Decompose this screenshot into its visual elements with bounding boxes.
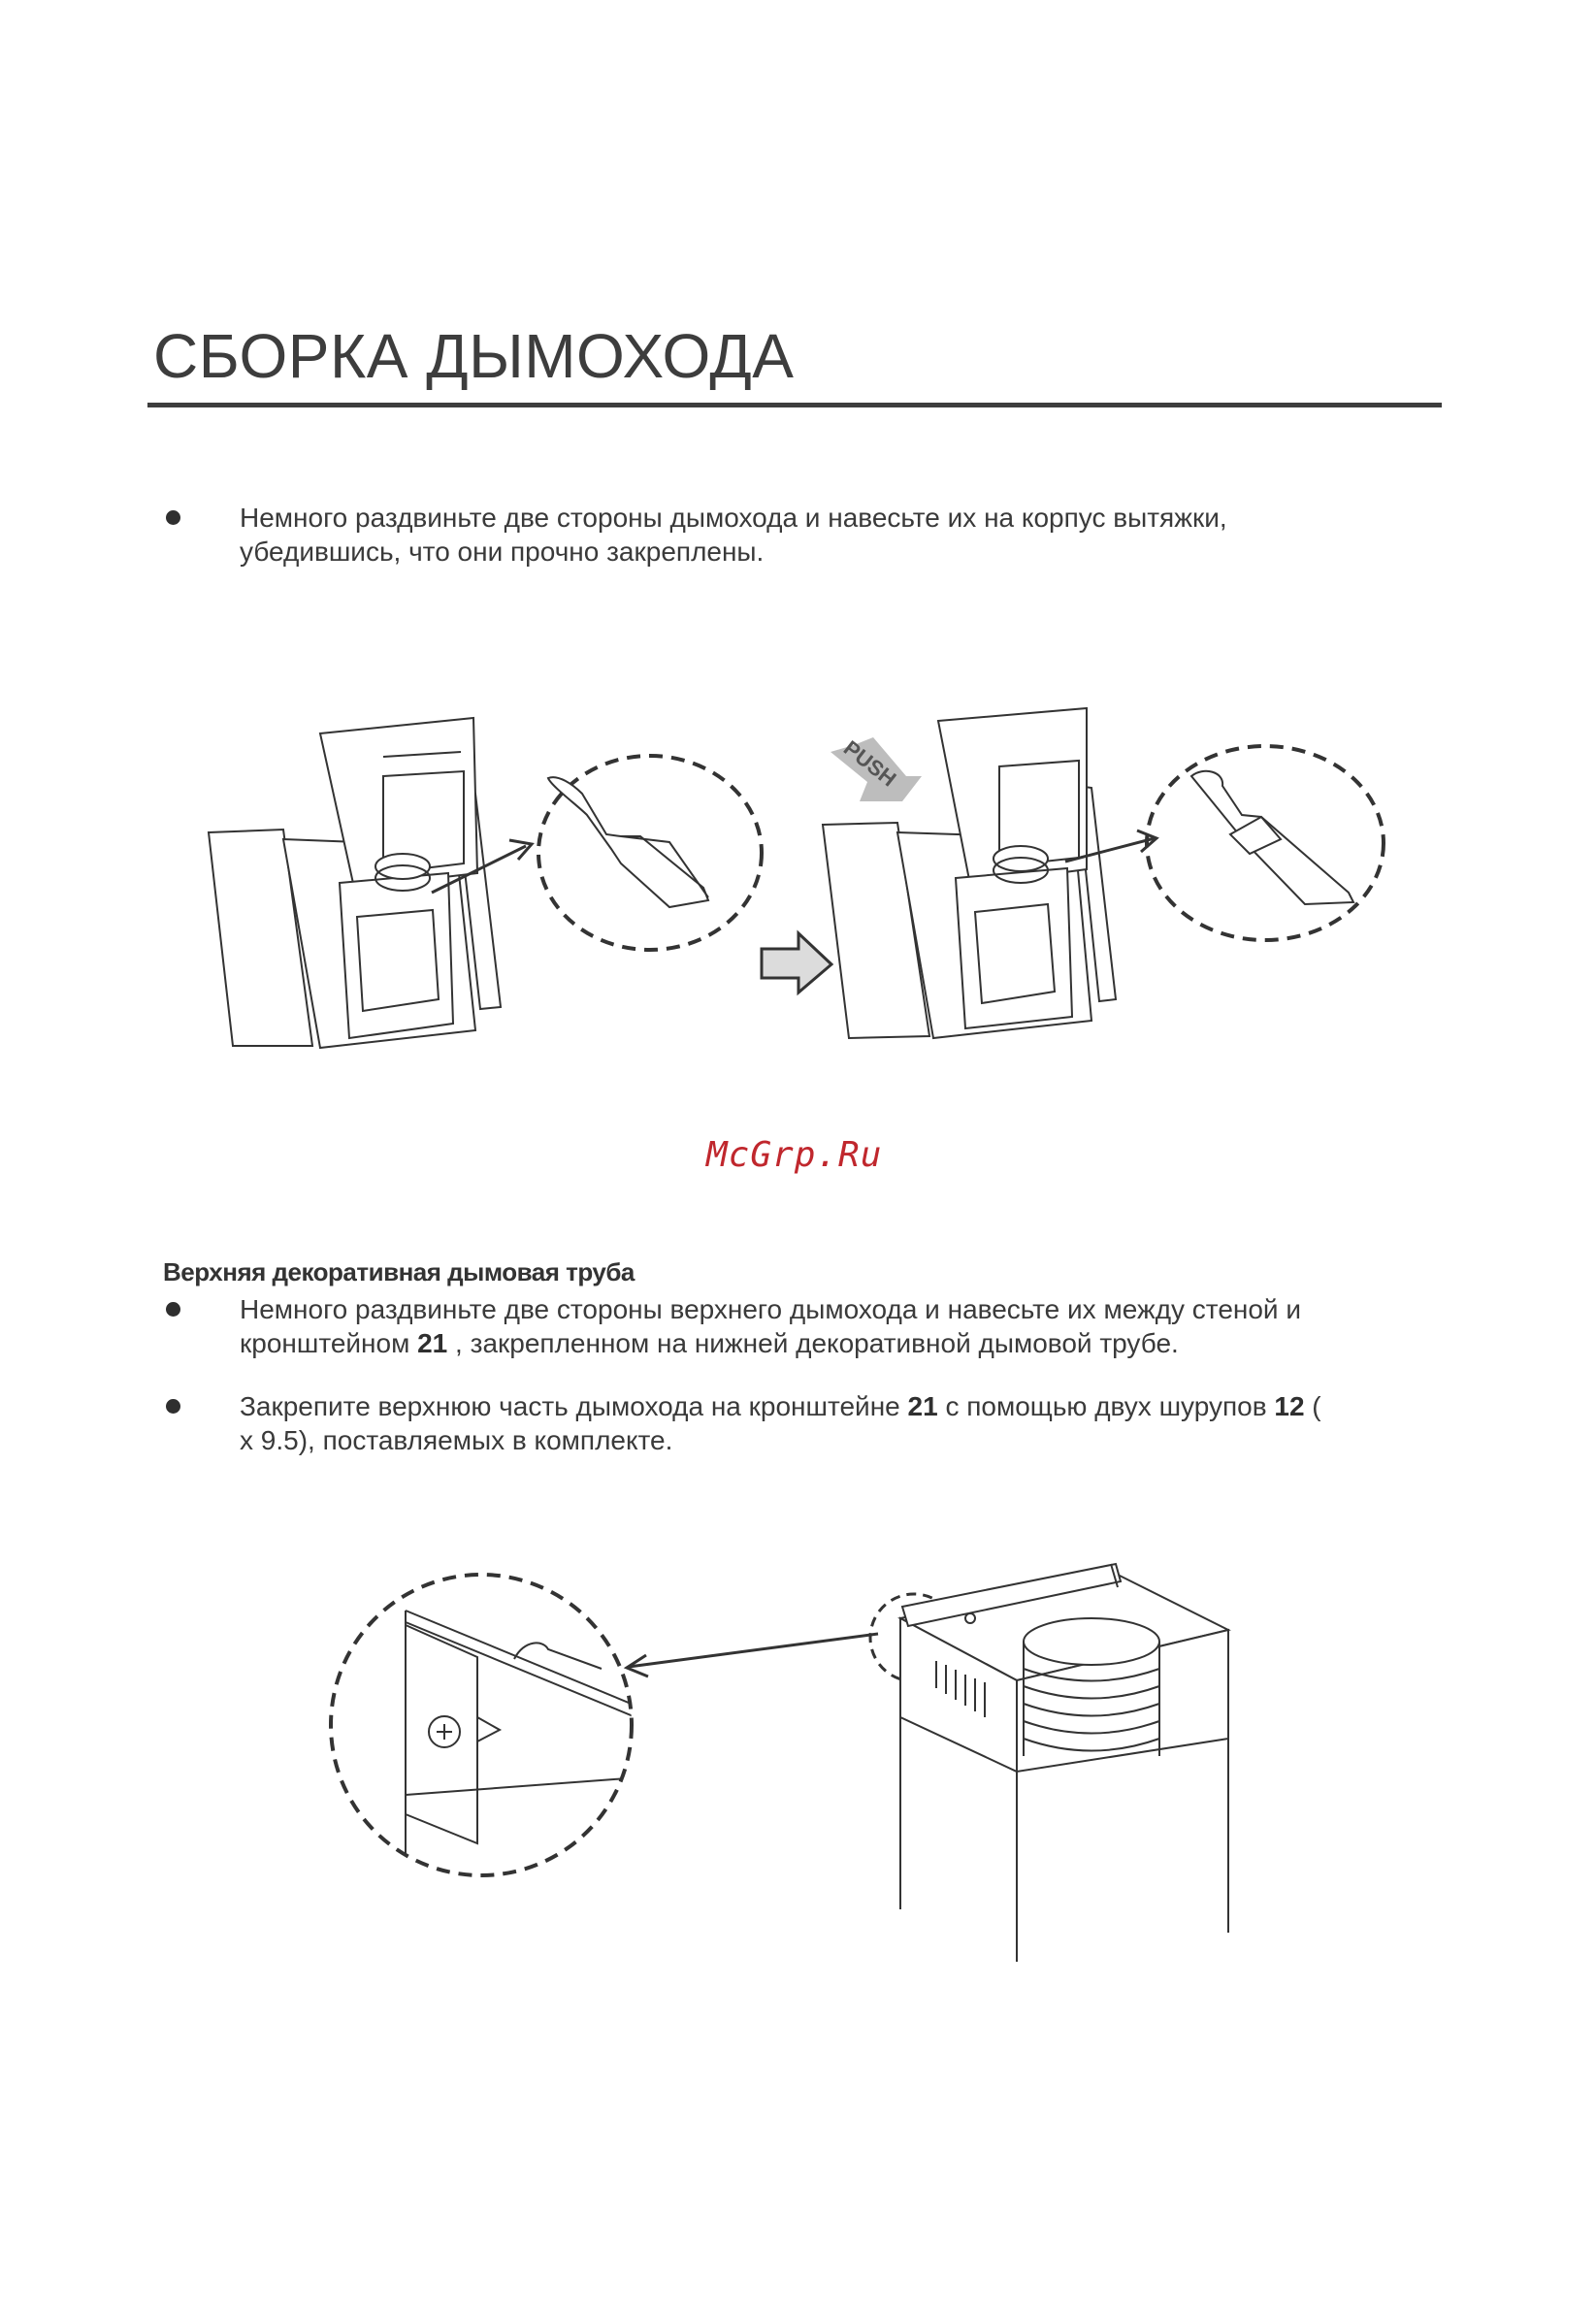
page-title: СБОРКА ДЫМОХОДА [153, 321, 795, 391]
text-span: , закрепленном на нижней декоративной дымовой трубе. [447, 1328, 1179, 1358]
push-label: PUSH [838, 735, 901, 792]
zoom-detail-circle [331, 1575, 632, 1875]
text-span: с помощью двух шурупов [937, 1391, 1275, 1421]
part-number: 12 [1274, 1391, 1305, 1421]
text-span: Закрепите верхнюю часть дымохода на кронштейне [240, 1391, 908, 1421]
instruction-line: убедившись, что они прочно закреплены. [240, 537, 765, 567]
part-number: 21 [907, 1391, 938, 1421]
instruction-line: Немного раздвиньте две стороны верхнего дымохода и навесьте их между стеной и [240, 1294, 1301, 1324]
section-heading: Верхняя декоративная дымовая труба [163, 1257, 635, 1286]
instruction-line: x 9.5), поставляемых в комплекте. [240, 1425, 673, 1455]
part-number: 21 [417, 1328, 448, 1358]
text-span: ( [1304, 1391, 1321, 1421]
instruction-line: Немного раздвиньте две стороны дымохода и навесьте их на корпус вытяжки, [240, 503, 1227, 533]
watermark-text: McGrp.Ru [706, 1135, 883, 1175]
text-span: кронштейном [240, 1328, 418, 1358]
chimney-drawing [900, 1564, 1228, 1962]
